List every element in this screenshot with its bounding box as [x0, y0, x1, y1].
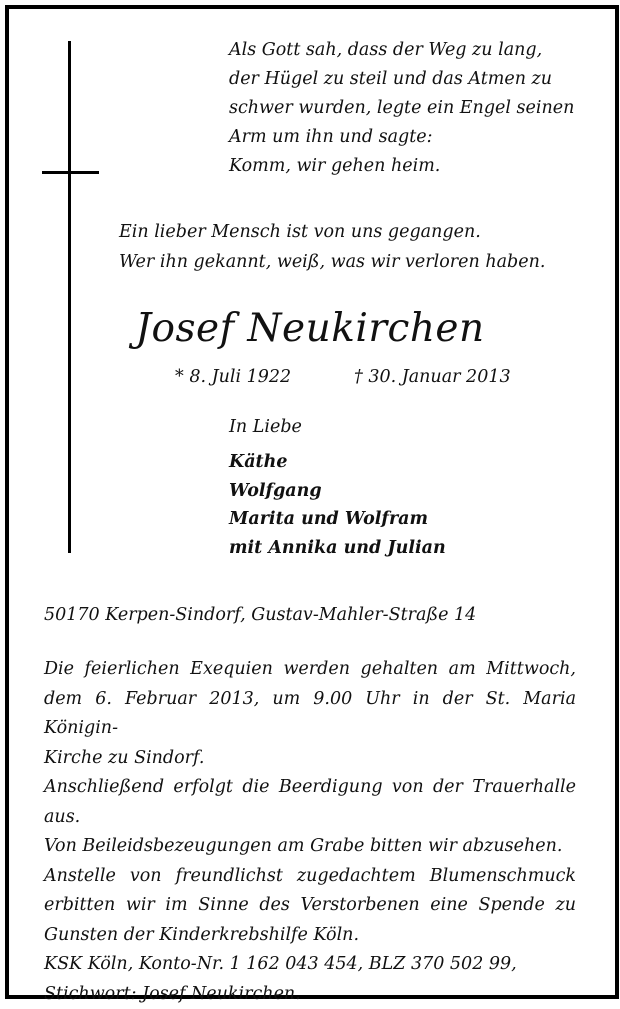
- poem-line: Komm, wir gehen heim.: [229, 152, 589, 181]
- poem-line: Als Gott sah, dass der Weg zu lang,: [229, 36, 589, 65]
- saying: [119, 217, 579, 277]
- service-line: Die feierlichen Exequien werden gehalten am Mittwoch,: [44, 655, 576, 685]
- poem-line: Arm um ihn und sagte:: [229, 123, 589, 152]
- family-intro: In Liebe: [229, 414, 446, 440]
- family-member: mit Annika und Julian: [229, 534, 446, 563]
- poem-line: der Hügel zu steil und das Atmen zu: [229, 65, 589, 94]
- burial-line: aus.: [44, 803, 576, 833]
- burial-line: Anschließend erfolgt die Beerdigung von der Trauerhalle: [44, 773, 576, 803]
- cross-vertical-bar: [68, 41, 71, 553]
- poem: [229, 36, 589, 181]
- funeral-details: [44, 655, 576, 1009]
- service-line: dem 6. Februar 2013, um 9.00 Uhr in der St. Maria Königin-: [44, 685, 576, 744]
- donation-line: Anstelle von freundlichst zugedachtem Blumenschmuck: [44, 862, 576, 892]
- poem-line: schwer wurden, legte ein Engel seinen: [229, 94, 589, 123]
- birth-date: * 8. Juli 1922: [175, 367, 291, 387]
- donation-line: erbitten wir im Sinne des Verstorbenen eine Spende zu: [44, 891, 576, 921]
- bank-details: KSK Köln, Konto-Nr. 1 162 043 454, BLZ 370 502 99,: [44, 950, 576, 980]
- family-member: Wolfgang: [229, 477, 446, 506]
- saying-line: Ein lieber Mensch ist von uns gegangen.: [119, 217, 579, 247]
- donation-keyword: Stichwort: Josef Neukirchen.: [44, 980, 576, 1009]
- donation-line: Gunsten der Kinderkrebshilfe Köln.: [44, 921, 576, 951]
- address: 50170 Kerpen-Sindorf, Gustav-Mahler-Straße 14: [44, 605, 476, 625]
- cross-horizontal-bar: [42, 171, 99, 174]
- death-date: † 30. Januar 2013: [354, 367, 511, 387]
- deceased-name: Josef Neukirchen: [0, 306, 620, 351]
- condolence-note: Von Beileidsbezeugungen am Grabe bitten wir abzusehen.: [44, 832, 576, 862]
- family-member: Marita und Wolfram: [229, 505, 446, 534]
- family-signatures: [229, 414, 446, 562]
- saying-line: Wer ihn gekannt, weiß, was wir verloren haben.: [119, 247, 579, 277]
- service-line: Kirche zu Sindorf.: [44, 744, 576, 774]
- family-member: Käthe: [229, 448, 446, 477]
